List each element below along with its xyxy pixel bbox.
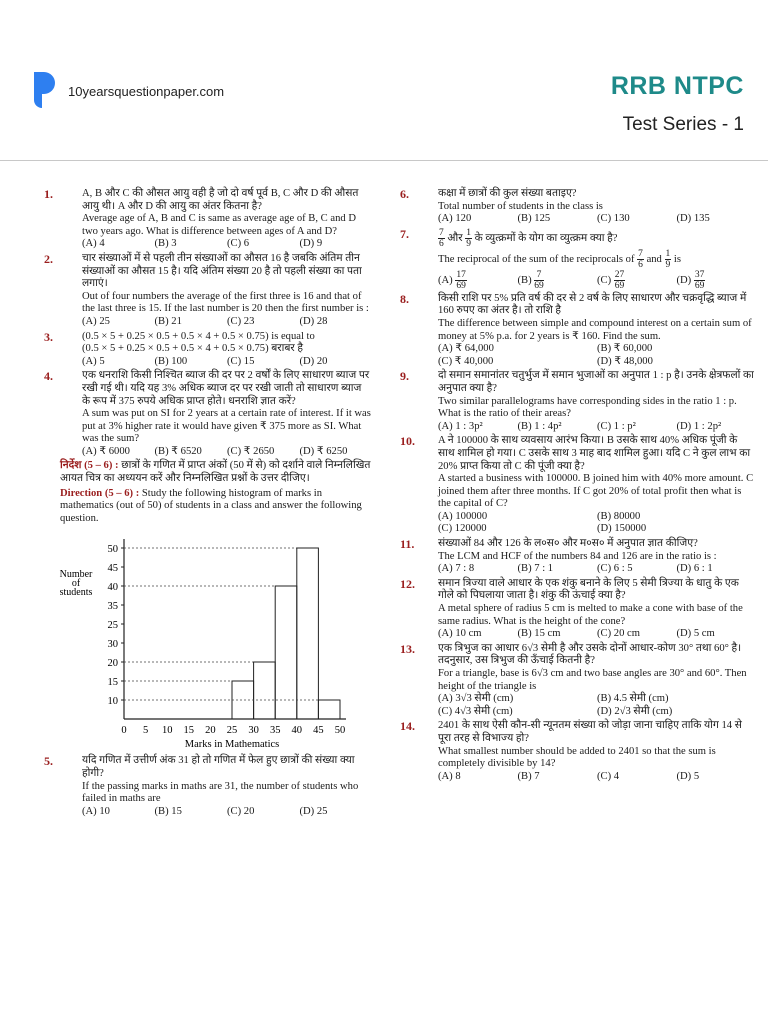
y-axis-label: students — [59, 587, 93, 599]
option-b[interactable]: (B) 15 — [154, 805, 182, 817]
option-c[interactable]: (C) 6 : 5 — [597, 563, 633, 575]
question-text-english: A started a business with 100000. B joined him with 40% more amount. C joined them after three months. If C got 20% of total profit then what is the capital of C? — [438, 473, 754, 510]
numerator: 17 — [456, 269, 466, 280]
question-number: 9. — [400, 369, 409, 384]
y-tick-label: 20 — [107, 658, 118, 670]
option-d[interactable] — [677, 270, 757, 291]
question-text-hindi: संख्याओं 84 और 126 के ल०स० और म०स० में अनुपात ज्ञात कीजिए? — [438, 538, 698, 550]
options — [438, 563, 756, 576]
question-text-english: Average age of A, B and C is same as average age of B, C and D two years ago. What is difference between ages of A and D? — [82, 213, 356, 237]
option-c[interactable]: (C) ₹ 2650 — [227, 445, 275, 457]
y-axis-label: of — [71, 578, 81, 590]
options — [438, 511, 756, 536]
question-number: 1. — [44, 187, 53, 201]
option-d[interactable]: (D) 6 : 1 — [676, 563, 713, 575]
option-b[interactable]: (B) 1 : 4p² — [517, 420, 562, 432]
exam-brand: RRB NTPC — [610, 72, 744, 100]
question-text-hindi: दो समान समानांतर चतुर्भुज में समान भुजाओं का अनुपात 1 : p है। उनके क्षेत्रफलों का अनुपात क्या है? — [438, 370, 754, 394]
x-tick-label: 50 — [334, 725, 346, 737]
options — [438, 628, 756, 641]
option-c[interactable]: (C) 1 : p² — [597, 420, 636, 432]
question-text-english: Total number of students in the class is — [438, 200, 603, 212]
denominator: 6 — [439, 238, 444, 249]
options — [438, 693, 756, 718]
option-c[interactable]: (C) ₹ 40,000 — [438, 355, 494, 367]
histogram-bar — [232, 681, 254, 719]
header-divider — [0, 160, 768, 161]
fraction — [637, 249, 644, 270]
question-text-english: If the passing marks in maths are 31, the number of students who failed in maths are — [82, 780, 359, 805]
question-text-english: A metal sphere of radius 5 cm is melted to make a cone with base of the same radius. What is the height of the cone? — [438, 603, 743, 627]
option-label: (D) — [676, 274, 692, 286]
test-series-title: Test Series - 1 — [622, 114, 744, 135]
options — [438, 421, 756, 434]
option-a[interactable]: (A) 5 — [82, 355, 105, 367]
options — [82, 316, 372, 329]
numerator: 37 — [694, 269, 705, 280]
option-c[interactable]: (C) 20 cm — [597, 628, 640, 640]
option-a[interactable]: (A) 7 : 8 — [438, 563, 475, 575]
x-tick-label: 40 — [291, 725, 303, 737]
right-column — [400, 188, 756, 785]
question-3 — [44, 331, 372, 369]
denominator: 69 — [534, 280, 544, 291]
question-9 — [400, 370, 756, 433]
direction-english — [44, 488, 372, 526]
option-d[interactable]: (D) 5 cm — [676, 628, 715, 640]
text: is — [673, 253, 681, 265]
question-13 — [400, 643, 756, 719]
question-12 — [400, 578, 756, 641]
numerator: 7 — [439, 227, 444, 238]
question-text-english: The difference between simple and compound interest on a certain sum of money at 5% p.a. for 2 years is ₹ 160. Find the sum. — [438, 317, 752, 342]
options — [438, 213, 756, 226]
site-logo-icon — [34, 72, 56, 108]
options — [82, 446, 372, 459]
option-a[interactable]: (A) 10 — [82, 805, 110, 817]
text: The reciprocal of the sum of the reciprocals of — [438, 253, 635, 265]
option-d[interactable]: (D) 28 — [299, 315, 328, 327]
option-a[interactable]: (A) ₹ 64,000 — [438, 343, 494, 355]
direction-hindi — [44, 460, 372, 485]
question-text-english — [438, 249, 756, 270]
question-text-hindi — [438, 228, 756, 249]
numerator: 7 — [638, 248, 643, 259]
question-8 — [400, 293, 756, 369]
option-d[interactable]: (D) ₹ 6250 — [299, 445, 348, 457]
question-7 — [400, 228, 756, 291]
fraction — [694, 270, 706, 291]
x-tick-label: 20 — [205, 725, 216, 737]
question-number: 6. — [400, 187, 409, 201]
option-a[interactable] — [438, 270, 518, 291]
option-b[interactable]: (B) ₹ 6520 — [154, 445, 202, 457]
option-b[interactable] — [518, 270, 598, 291]
numerator: 1 — [466, 227, 471, 238]
option-c[interactable]: (C) 23 — [227, 315, 255, 327]
option-c[interactable]: (C) 6 — [227, 238, 250, 250]
question-text-hindi: समान त्रिज्या वाले आधार के एक शंकु बनाने के लिए 5 सेमी त्रिज्या के धातु के एक गोले को पिघलाया जाता है। शंकु की ऊंचाई क्या है? — [438, 577, 739, 602]
denominator: 69 — [694, 280, 705, 291]
fraction — [534, 270, 544, 291]
question-text-hindi: एक त्रिभुज का आधार 6√3 सेमी है और उसके दोनों आधार-कोण 30° तथा 60° है। तदनुसार, उस त्रिभुज की ऊँचाई कितनी है? — [438, 642, 742, 667]
option-a[interactable]: (A) 100000 — [438, 510, 488, 522]
y-tick-label: 15 — [107, 677, 118, 689]
numerator: 1 — [665, 248, 671, 259]
direction-label: निर्देश (5 – 6) : — [60, 460, 119, 472]
direction-text: Study the following histogram of marks in mathematics (out of 50) of students in a class and answer the following question. — [60, 487, 362, 524]
fraction — [438, 228, 445, 249]
option-a[interactable]: (A) 8 — [438, 770, 461, 782]
x-tick-label: 10 — [161, 725, 173, 737]
question-number: 12. — [400, 576, 415, 591]
option-c[interactable] — [597, 270, 677, 291]
question-text-english: A sum was put on SI for 2 years at a certain rate of interest. If it was put at 3% higher rate it would have given ₹ 375 more as SI. What was the sum? — [82, 408, 371, 445]
histogram-bar — [297, 548, 319, 719]
question-number: 13. — [400, 641, 415, 656]
question-text-hindi: A ने 100000 के साथ व्यवसाय आरंभ किया। B उसके साथ 40% अधिक पूंजी के साथ शामिल हो गया। C उसके साथ 3 माह बाद शामिल हुआ। यदि C ने कुल लाभ का 20% प्राप्त किया तो C की पूंजी क्या है? — [438, 435, 751, 472]
question-number: 10. — [400, 434, 415, 449]
fraction — [614, 270, 626, 291]
option-b[interactable]: (B) 7 : 1 — [517, 563, 554, 575]
denominator: 9 — [466, 238, 471, 249]
option-a[interactable]: (A) ₹ 6000 — [82, 445, 130, 457]
option-c[interactable]: (C) 120000 — [438, 523, 487, 535]
options — [438, 270, 756, 291]
question-text-english: For a triangle, base is 6√3 cm and two base angles are 30° and 60°. Then height of the triangle is — [438, 668, 747, 692]
question-10 — [400, 435, 756, 536]
question-5 — [44, 755, 372, 818]
fraction — [455, 270, 467, 291]
y-tick-label: 45 — [107, 563, 118, 575]
option-a[interactable]: (A) 4 — [82, 238, 105, 250]
option-c[interactable]: (C) 15 — [227, 355, 255, 367]
option-b[interactable]: (B) 15 cm — [517, 628, 561, 640]
option-label: (C) — [597, 274, 612, 286]
direction-text: छात्रों के गणित में प्राप्त अंकों (50 में से) को दर्शाने वाले निम्नलिखित आयत चित्र का अध्ययन करें और निम्नलिखित प्रश्नों के उत्तर दीजिए। — [60, 460, 371, 485]
question-number: 7. — [400, 226, 409, 241]
question-number: 5. — [44, 754, 53, 769]
x-axis-label: Marks in Mathematics — [184, 739, 280, 750]
question-6 — [400, 188, 756, 226]
option-b[interactable]: (B) ₹ 60,000 — [597, 343, 653, 355]
option-b[interactable]: (B) 21 — [154, 315, 182, 327]
option-d[interactable]: (D) 150000 — [597, 523, 647, 535]
question-number: 11. — [400, 537, 415, 552]
x-tick-label: 0 — [121, 725, 127, 737]
text: के व्युत्क्रमों के योग का व्युत्क्रम क्या है? — [474, 232, 618, 244]
option-b[interactable]: (B) 3 — [154, 238, 177, 250]
question-number: 4. — [44, 369, 53, 384]
x-tick-label: 15 — [183, 725, 195, 737]
options — [82, 806, 372, 819]
text: and — [646, 253, 662, 265]
histogram-chart — [44, 529, 372, 749]
y-tick-label: 40 — [107, 582, 118, 594]
options — [438, 343, 756, 368]
option-d[interactable]: (D) 5 — [676, 770, 700, 782]
x-tick-label: 5 — [142, 725, 149, 737]
option-c[interactable]: (C) 130 — [597, 213, 630, 225]
options — [82, 238, 372, 251]
question-text-hindi: चार संख्याओं में से पहली तीन संख्याओं का औसत 16 है जबकि अंतिम तीन संख्याओं का औसत 15 है। यदि अंतिम संख्या 20 है तो पहली संख्या का पता लगाएं। — [82, 252, 362, 290]
option-d[interactable]: (D) 20 — [299, 355, 328, 367]
denominator: 69 — [456, 280, 466, 291]
option-c[interactable]: (C) 4 — [597, 770, 620, 782]
option-d[interactable]: (D) 2√3 सेमी (cm) — [597, 705, 673, 717]
denominator: 9 — [665, 259, 671, 270]
option-d[interactable]: (D) 25 — [299, 805, 328, 817]
histogram-bar — [254, 662, 276, 719]
question-11 — [400, 538, 756, 576]
question-1 — [44, 188, 372, 251]
question-text-english: The LCM and HCF of the numbers 84 and 126 are in the ratio is : — [438, 550, 717, 562]
y-axis-label: Number — [59, 569, 93, 581]
question-number: 3. — [44, 329, 53, 344]
question-text-english: (0.5 × 5 + 0.25 × 0.5 + 0.5 × 4 + 0.5 × 0.75) is equal to — [82, 330, 315, 342]
y-tick-label: 30 — [107, 639, 118, 651]
option-label: (B) — [517, 274, 532, 286]
question-text-english: Out of four numbers the average of the first three is 16 and that of the last three is 15. If the last number is 20 then the first number is : — [82, 290, 369, 315]
question-text-hindi: 2401 के साथ ऐसी कौन-सी न्यूनतम संख्या को जोड़ा जाना चाहिए ताकि योग 14 से पूरा तरह से विभाज्य हो? — [438, 720, 742, 744]
x-tick-label: 30 — [248, 725, 259, 737]
direction-label: Direction (5 – 6) : — [60, 487, 140, 499]
x-tick-label: 45 — [313, 725, 324, 737]
question-text-english: Two similar parallelograms have corresponding sides in the ratio 1 : p. What is the ratio of their areas? — [438, 395, 737, 420]
option-d[interactable]: (D) 9 — [299, 238, 323, 250]
option-a[interactable]: (A) 120 — [438, 213, 472, 225]
option-a[interactable]: (A) 1 : 3p² — [438, 420, 483, 432]
options — [82, 356, 372, 369]
option-b[interactable]: (B) 4.5 सेमी (cm) — [597, 693, 669, 705]
denominator: 69 — [614, 280, 625, 291]
question-text-hindi: किसी राशि पर 5% प्रति वर्ष की दर से 2 वर्ष के लिए साधारण और चक्रवृद्धि ब्याज में 160 रुपए का अंतर है। तो राशि है — [438, 292, 747, 317]
left-column — [44, 188, 372, 820]
x-tick-label: 25 — [226, 725, 238, 737]
y-tick-label: 35 — [107, 601, 118, 613]
text: और — [447, 232, 463, 244]
option-a[interactable]: (A) 10 cm — [438, 628, 482, 640]
question-text-hindi: एक धनराशि किसी निश्चित ब्याज की दर पर 2 वर्षों के लिए साधारण ब्याज पर रखी गई थी। यदि यह 3% अधिक ब्याज दर पर रखी जाती तो साधारण ब्याज के रूप में 375 रुपये अधिक प्राप्त होते। धनराशि ज्ञात करें? — [82, 370, 370, 407]
y-tick-label: 25 — [107, 620, 118, 632]
question-text-english: What smallest number should be added to 2401 so that the sum is completely divisible by 14? — [438, 745, 716, 770]
question-number: 2. — [44, 251, 53, 266]
question-number: 14. — [400, 719, 415, 734]
denominator: 6 — [638, 259, 643, 270]
y-tick-label: 10 — [107, 696, 118, 708]
question-4 — [44, 370, 372, 458]
option-a[interactable]: (A) 25 — [82, 315, 110, 327]
histogram-bar — [318, 700, 340, 719]
numerator: 7 — [534, 270, 544, 281]
option-d[interactable]: (D) 1 : 2p² — [676, 420, 722, 432]
site-name[interactable]: 10yearsquestionpaper.com — [68, 84, 225, 99]
numerator: 27 — [614, 269, 625, 280]
question-text-hindi: A, B और C की औसत आयु वही है जो दो वर्ष पूर्व B, C और D की औसत आयु थी। A और D की आयु का अंतर कितना है? — [82, 188, 359, 212]
question-text-hindi: यदि गणित में उत्तीर्ण अंक 31 हो तो गणित में फेल हुए छात्रों की संख्या क्या होगी? — [82, 755, 355, 780]
option-b[interactable]: (B) 80000 — [597, 510, 641, 522]
option-d[interactable]: (D) ₹ 48,000 — [597, 355, 653, 367]
question-text-hindi: (0.5 × 5 + 0.25 × 0.5 + 0.5 × 4 + 0.5 × 0.75) बराबर है — [82, 343, 304, 355]
option-b[interactable]: (B) 125 — [517, 213, 551, 225]
histogram-bar — [275, 586, 297, 719]
question-14 — [400, 720, 756, 783]
question-text-hindi: कक्षा में छात्रों की कुल संख्या बताइए? — [438, 188, 577, 199]
histogram-svg — [44, 529, 372, 749]
fraction — [665, 249, 672, 270]
question-2 — [44, 253, 372, 329]
option-label: (A) — [438, 274, 453, 286]
fraction — [465, 228, 472, 249]
x-tick-label: 35 — [269, 725, 281, 737]
option-b[interactable]: (B) 7 — [517, 770, 540, 782]
option-a[interactable]: (A) 3√3 सेमी (cm) — [438, 693, 514, 705]
options — [438, 771, 756, 784]
question-number: 8. — [400, 291, 409, 306]
option-c[interactable]: (C) 20 — [227, 805, 255, 817]
option-b[interactable]: (B) 100 — [154, 355, 188, 367]
y-tick-label: 50 — [107, 544, 118, 556]
option-c[interactable]: (C) 4√3 सेमी (cm) — [438, 705, 513, 717]
header — [0, 0, 768, 160]
option-d[interactable]: (D) 135 — [676, 213, 710, 225]
